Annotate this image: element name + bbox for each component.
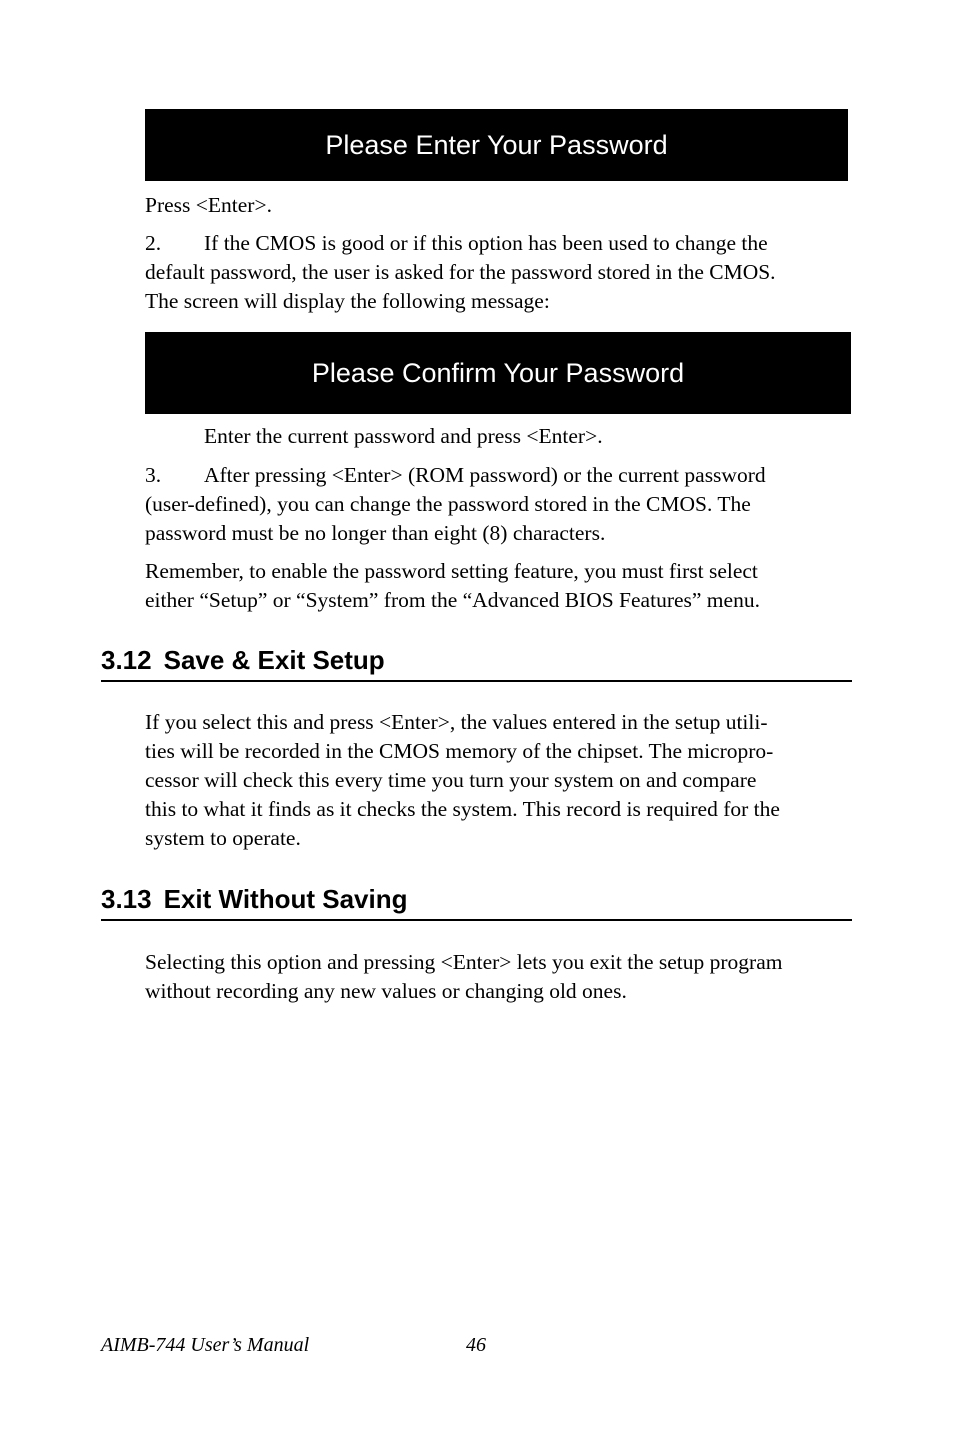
confirm-password-banner (145, 332, 851, 414)
section-3-12-line-2: ties will be recorded in the CMOS memory of the chipset. The micropro- (145, 739, 774, 763)
press-enter-text: Press <Enter>. (145, 193, 272, 217)
section-3-12-line-3: cessor will check this every time you turn your system on and compare (145, 768, 757, 792)
item-2-line-2: default password, the user is asked for the password stored in the CMOS. (145, 260, 776, 284)
section-heading-3-12 (101, 645, 852, 682)
section-3-12-line-5: system to operate. (145, 826, 301, 850)
section-title: Save & Exit Setup (163, 645, 385, 675)
enter-password-banner-text: Please Enter Your Password (325, 129, 668, 160)
item-3-number: 3. (145, 463, 162, 487)
footer-page-number: 46 (466, 1334, 486, 1356)
item-3-line-2: (user-defined), you can change the password stored in the CMOS. The (145, 492, 751, 516)
section-3-12-line-1: If you select this and press <Enter>, the values entered in the setup utili- (145, 710, 768, 734)
enter-password-banner (145, 109, 848, 181)
item-2-line-3: The screen will display the following message: (145, 289, 550, 313)
footer-manual-title: AIMB-744 User’s Manual (101, 1334, 310, 1356)
item-2-line-1 (145, 229, 768, 258)
section-3-13-line-1: Selecting this option and pressing <Enter> lets you exit the setup program (145, 950, 783, 974)
section-3-13-line-2: without recording any new values or changing old ones. (145, 979, 627, 1003)
item-3-line-1 (145, 461, 766, 490)
section-number: 3.13 (101, 884, 152, 914)
enter-current-password-text: Enter the current password and press <Enter>. (204, 424, 603, 448)
section-number: 3.12 (101, 645, 152, 675)
item-2-line-1-text: If the CMOS is good or if this option has been used to change the (204, 231, 768, 255)
item-3-line-3: password must be no longer than eight (8) characters. (145, 521, 606, 545)
item-3-line-1-text: After pressing <Enter> (ROM password) or the current password (204, 463, 766, 487)
remember-line-2: either “Setup” or “System” from the “Advanced BIOS Features” menu. (145, 588, 760, 612)
section-title: Exit Without Saving (163, 884, 408, 914)
item-2-number: 2. (145, 231, 162, 255)
confirm-password-banner-text: Please Confirm Your Password (311, 357, 685, 388)
section-3-12-line-4: this to what it finds as it checks the system. This record is required for the (145, 797, 780, 821)
remember-line-1: Remember, to enable the password setting feature, you must first select (145, 559, 758, 583)
section-heading-3-13 (101, 884, 852, 921)
